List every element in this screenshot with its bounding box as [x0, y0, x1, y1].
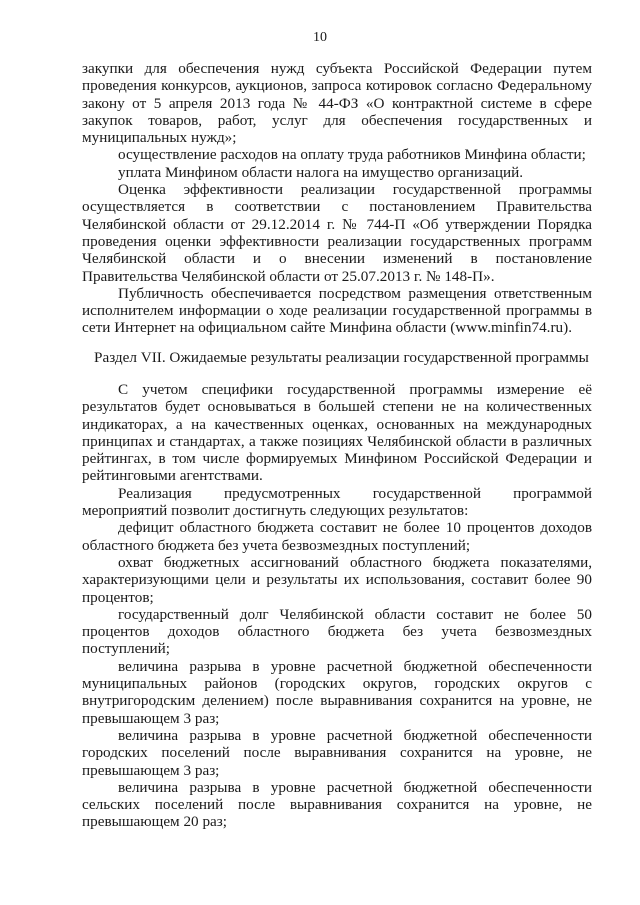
paragraph-publicity: Публичность обеспечивается посредством размещения ответственным исполнителем информации о ходе реализации государственной программы в сети Интернет на официальном сайте Минфина области (www.minfin74.ru).: [82, 284, 592, 337]
text-block-procurement: [82, 60, 592, 337]
paragraph-salary-expenses: осуществление расходов на оплату труда работников Минфина области;: [118, 146, 586, 164]
paragraph-measurement-approach: С учетом специфики государственной программы измерение её результатов будет основываться в большей степени не на количественных индикаторах, а на качественных оценках, основанных на международных принципах и стандартах, а также позициях Челябинской области в различных рейтингах, в том числе формируемых Минфином Российской Федерации и рейтинговыми агентствами.: [82, 381, 592, 485]
paragraph-allocation-coverage: охват бюджетных ассигнований областного бюджета показателями, характеризующими цели и результаты их использования, составит более 90 процентов;: [82, 553, 592, 606]
paragraph-efficiency-evaluation: Оценка эффективности реализации государственной программы осуществляется в соответствии с постановлением Правительства Челябинской области от 29.12.2014 г. № 744-П «Об утверждении Порядка проведения оценки эффективности реализации государственных программ Челябинской области и о внесении изменений в постановление Правительства Челябинской области от 25.07.2013 г. № 148-П».: [82, 181, 592, 285]
paragraph-deficit: дефицит областного бюджета составит не более 10 процентов доходов областного бюджета без учета безвозмездных поступлений;: [82, 519, 592, 554]
page-number: 10: [313, 30, 327, 45]
paragraph-procurement: закупки для обеспечения нужд субъекта Российской Федерации путем проведения конкурсов, аукционов, запроса котировок согласно Федеральному закону от 5 апреля 2013 года № 44-ФЗ «О контрактной системе в сфере закупок товаров, работ, услуг для обеспечения государственных и муниципальных нужд»;: [82, 60, 592, 147]
paragraph-municipal-gap: величина разрыва в уровне расчетной бюджетной обеспеченности муниципальных районов (городских округов, городских округов с внутригородским делением) после выравнивания сохранится на уровне, не превышающем 3 раз;: [82, 657, 592, 727]
paragraph-property-tax: уплата Минфином области налога на имущество организаций.: [118, 163, 524, 181]
text-block-expected-results: [82, 381, 592, 831]
paragraph-urban-settlement-gap: величина разрыва в уровне расчетной бюджетной обеспеченности городских поселений после выравнивания сохранится на уровне, не превышающем 3 раз;: [82, 726, 592, 779]
paragraph-results-intro: Реализация предусмотренных государственной программой мероприятий позволит достигнуть следующих результатов:: [82, 484, 592, 520]
paragraph-rural-settlement-gap: величина разрыва в уровне расчетной бюджетной обеспеченности сельских поселений после выравнивания сохранится на уровне, не превышающем 20 раз;: [82, 778, 592, 831]
section-heading: Раздел VII. Ожидаемые результаты реализации государственной программы: [94, 349, 589, 366]
paragraph-state-debt: государственный долг Челябинской области составит не более 50 процентов доходов областного бюджета без учета безвозмездных поступлений;: [82, 605, 592, 658]
